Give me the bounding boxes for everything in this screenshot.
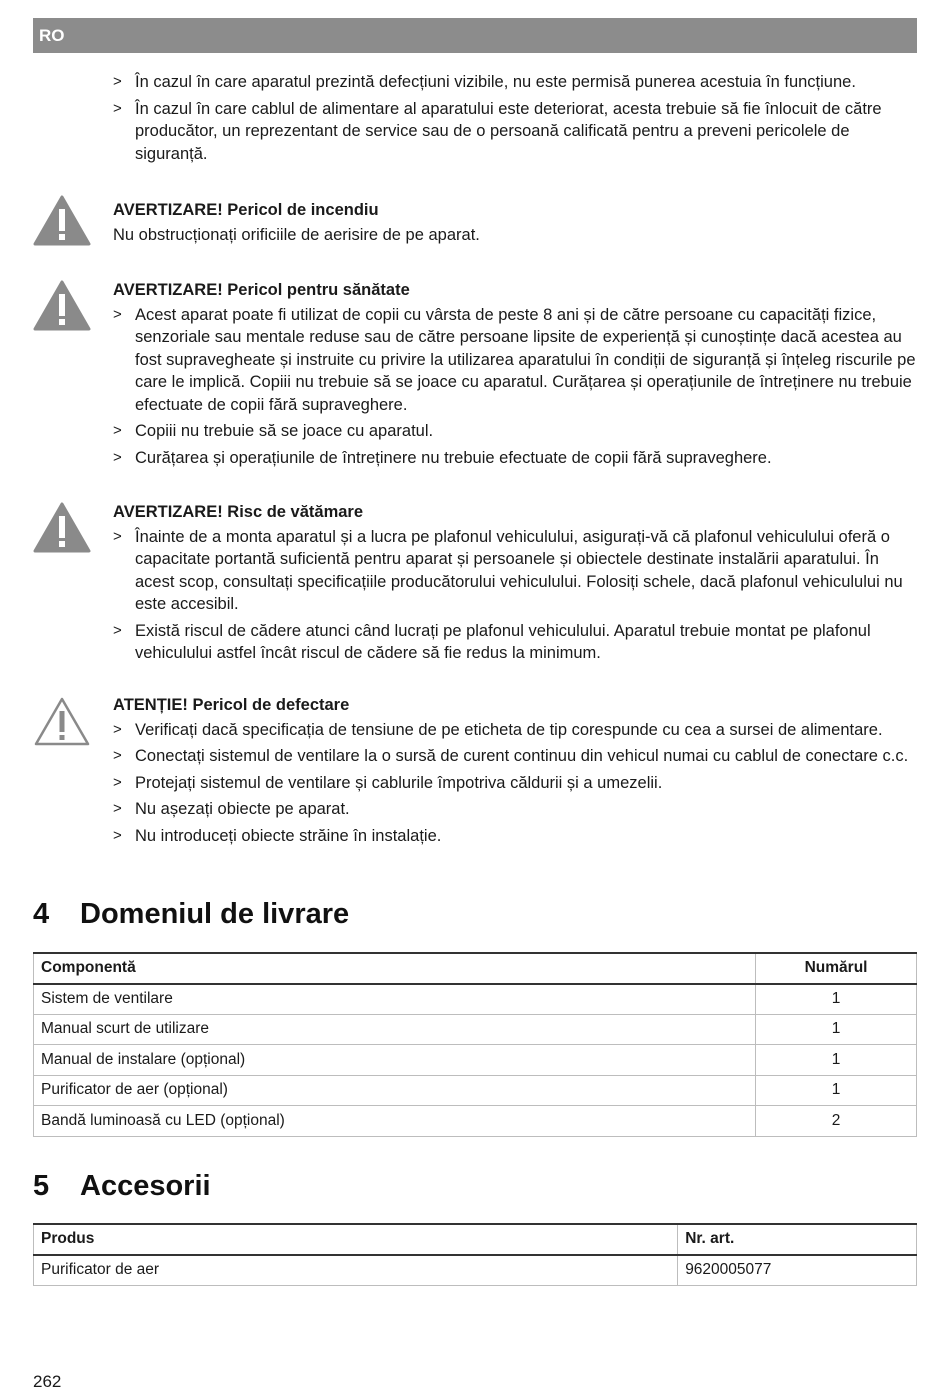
column-header: Nr. art. (678, 1224, 917, 1255)
table-row: Purificator de aer 9620005077 (34, 1255, 917, 1286)
list-item: > În cazul în care aparatul prezintă defecțiuni vizibile, nu este permisă punerea acestuia în funcțiune. (113, 73, 856, 91)
language-code: RO (39, 26, 65, 45)
table-header-row (34, 953, 917, 984)
warning-bullet-list (113, 304, 921, 470)
table-row: Sistem de ventilare 1 (34, 984, 917, 1015)
list-item: > În cazul în care cablul de alimentare al aparatului este deteriorat, acesta trebuie să fie înlocuit de către producător, un reprezentant de service sau de o persoană calificată pentru a preveni pericolele de siguranță. (113, 99, 882, 163)
column-header: Produs (34, 1224, 678, 1255)
caution-damage (113, 694, 921, 851)
list-item: > Există riscul de cădere atunci când lucrați pe plafonul vehiculului. Aparatul trebuie montat pe plafonul vehiculului astfel încât riscul de cădere să fie redus la minimum. (113, 621, 871, 662)
warning-triangle-icon (33, 502, 91, 554)
warning-injury (113, 501, 921, 669)
warning-text: Nu obstrucționați orificiile de aerisire de pe aparat. (113, 225, 480, 244)
list-item: > Copiii nu trebuie să se joace cu aparatul. (113, 422, 434, 440)
warning-title: AVERTIZARE! Pericol pentru sănătate (113, 281, 410, 299)
warning-health (113, 279, 921, 473)
language-bar (33, 18, 917, 53)
accessories-table (33, 1223, 917, 1286)
list-item: > Curățarea și operațiunile de întreținere nu trebuie efectuate de copii fără supraveghere. (113, 448, 772, 467)
list-item: > Protejați sistemul de ventilare și cablurile împotriva căldurii și a umezelii. (113, 773, 663, 792)
caution-triangle-icon (33, 696, 91, 748)
warning-fire (113, 199, 921, 246)
table-header-row (34, 1224, 917, 1255)
table-row: Purificator de aer (opțional) 1 (34, 1075, 917, 1106)
list-item: > Nu așezați obiecte pe aparat. (113, 800, 350, 818)
intro-section (113, 71, 921, 169)
warning-triangle-icon (33, 280, 91, 332)
page-number: 262 (33, 1372, 62, 1391)
table-row: Manual scurt de utilizare 1 (34, 1014, 917, 1045)
list-item: > Înainte de a monta aparatul și a lucra pe plafonul vehiculului, asigurați-vă că plafonul vehiculului oferă o capacitate portantă suficientă pentru aparat și persoanele și obiectele destinate instalării aparatului. În acest scop, consultați specificațiile producătorului vehiculului. Folosiți schele, dacă plafonul vehiculului nu este accesibil. (113, 527, 903, 613)
warning-title: AVERTIZARE! Risc de vătămare (113, 503, 364, 521)
intro-bullet-list (113, 71, 921, 165)
warning-title: AVERTIZARE! Pericol de incendiu (113, 201, 379, 219)
column-header: Numărul (756, 953, 917, 984)
warning-bullet-list (113, 526, 921, 665)
table-row: Bandă luminoasă cu LED (opțional) 2 (34, 1106, 917, 1137)
section-heading-scope-of-delivery: 4 Domeniul de livrare (33, 898, 350, 930)
list-item: > Verificați dacă specificația de tensiune de pe eticheta de tip corespunde cu cea a sursei de alimentare. (113, 720, 883, 739)
warning-bullet-list (113, 719, 921, 848)
list-item: > Conectați sistemul de ventilare la o sursă de curent continuu din vehicul numai cu cablul de conectare c.c. (113, 747, 909, 765)
list-item: > Nu introduceți obiecte străine în instalație. (113, 826, 442, 845)
delivery-table (33, 952, 917, 1137)
column-header: Componentă (34, 953, 756, 984)
section-heading-accessories: 5 Accesorii (33, 1170, 211, 1202)
list-item: > Acest aparat poate fi utilizat de copii cu vârsta de peste 8 ani și de către persoane cu capacități fizice, senzoriale sau mentale reduse sau de către persoane lipsite de experiență și cunoștințe dacă acestea au fost supravegheate și instruite cu privire la utilizarea aparatului în condiții de siguranță și înțeleg riscurile pe care le implică. Copiii nu trebuie să se joace cu aparatul. Curățarea și operațiunile de întreținere nu trebuie efectuate de copii fără supraveghere. (113, 305, 916, 414)
table-row: Manual de instalare (opțional) 1 (34, 1045, 917, 1076)
warning-triangle-icon (33, 195, 91, 247)
warning-title: ATENȚIE! Pericol de defectare (113, 696, 350, 714)
